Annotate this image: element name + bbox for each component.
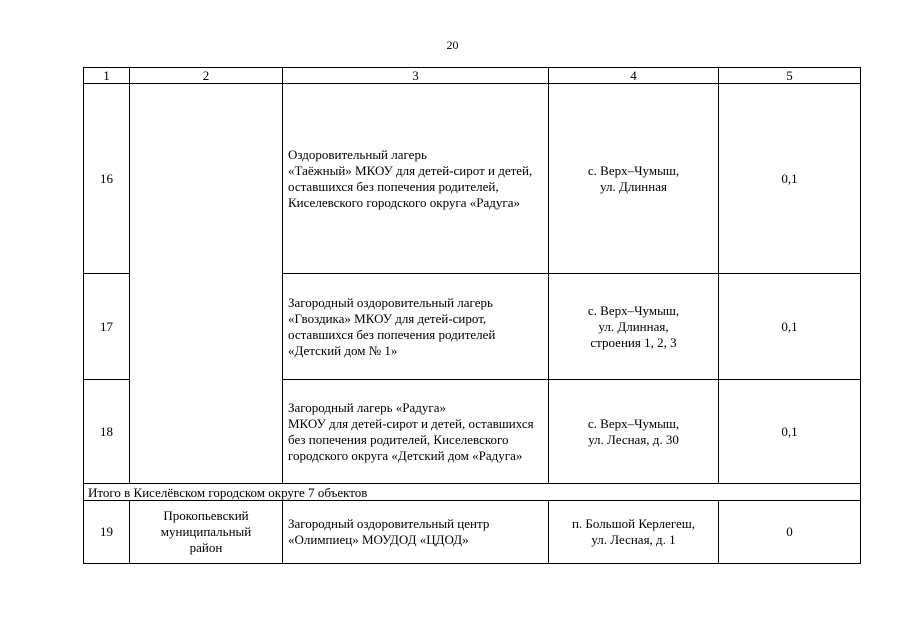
camp-name: Оздоровительный лагерь «Таёжный» МКОУ для детей-сирот и детей, оставшихся без попечения родителей, Киселевского городского округа «Радуга» <box>283 84 549 274</box>
header-cell-3: 3 <box>283 68 549 84</box>
summary-row <box>84 484 861 501</box>
row-number: 17 <box>84 274 130 380</box>
page-number: 20 <box>446 38 459 52</box>
camps-table <box>83 67 861 564</box>
camp-value: 0 <box>719 501 861 564</box>
row-number: 19 <box>84 501 130 564</box>
summary-text: Итого в Киселёвском городском округе 7 объектов <box>84 484 861 501</box>
district-cell-empty <box>130 84 283 484</box>
row-number: 16 <box>84 84 130 274</box>
table-header-row <box>84 68 861 84</box>
row-number: 18 <box>84 380 130 484</box>
camp-name: Загородный оздоровительный лагерь «Гвоздика» МКОУ для детей-сирот, оставшихся без попечения родителей «Детский дом № 1» <box>283 274 549 380</box>
camp-value: 0,1 <box>719 84 861 274</box>
camp-address: с. Верх–Чумыш, ул. Длинная <box>549 84 719 274</box>
camp-value: 0,1 <box>719 380 861 484</box>
camp-name: Загородный лагерь «Радуга» МКОУ для детей-сирот и детей, оставшихся без попечения родителей, Киселевского городского округа «Детский дом «Радуга» <box>283 380 549 484</box>
table-row <box>84 84 861 274</box>
camp-address: п. Большой Керлегеш, ул. Лесная, д. 1 <box>549 501 719 564</box>
header-cell-4: 4 <box>549 68 719 84</box>
table-row <box>84 501 861 564</box>
camp-address: с. Верх–Чумыш, ул. Лесная, д. 30 <box>549 380 719 484</box>
header-cell-5: 5 <box>719 68 861 84</box>
district-name: Прокопьевский муниципальный район <box>130 501 283 564</box>
camp-value: 0,1 <box>719 274 861 380</box>
header-cell-2: 2 <box>130 68 283 84</box>
header-cell-1: 1 <box>84 68 130 84</box>
camp-address: с. Верх–Чумыш, ул. Длинная, строения 1, 2, 3 <box>549 274 719 380</box>
camp-name: Загородный оздоровительный центр «Олимпиец» МОУДОД «ЦДОД» <box>283 501 549 564</box>
